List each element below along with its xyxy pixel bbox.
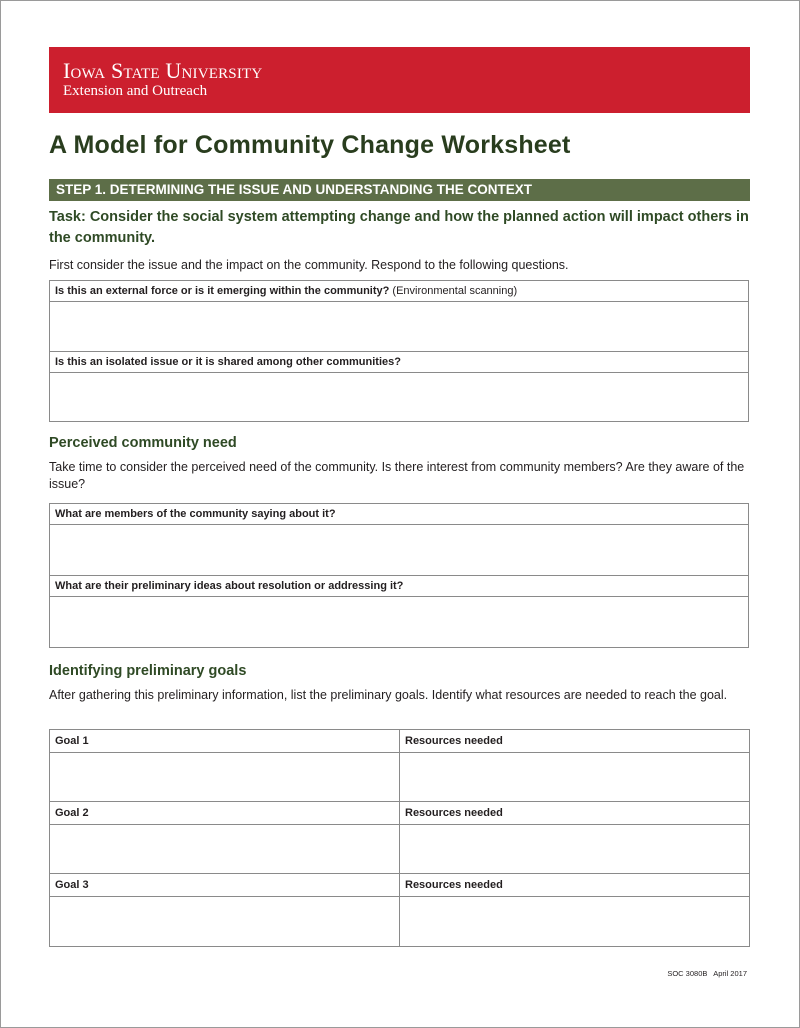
answer-field-isolated-issue[interactable] — [50, 373, 748, 421]
answer-field-external-force[interactable] — [50, 302, 748, 352]
step1-question-box — [49, 280, 749, 422]
step1-task: Task: Consider the social system attempting change and how the planned action will impact others in the community. — [49, 209, 749, 246]
perceived-need-question-box — [49, 503, 749, 648]
page-title: A Model for Community Change Worksheet — [49, 131, 571, 159]
question-text: Is this an isolated issue or it is shared among other communities? — [55, 356, 401, 368]
unit-name: Extension and Outreach — [63, 83, 208, 99]
answer-field-preliminary-ideas[interactable] — [50, 597, 748, 647]
resources-3-field[interactable] — [400, 897, 749, 946]
goals-intro: After gathering this preliminary information, list the preliminary goals. Identify what resources are needed to reach the goal. — [49, 688, 728, 702]
goal-header-row — [50, 874, 749, 897]
answer-field-members-saying[interactable] — [50, 525, 748, 576]
resources-label: Resources needed — [400, 730, 749, 753]
perceived-need-intro: Take time to consider the perceived need of the community. Is there interest from community members? Are they aware of the issue? — [49, 460, 745, 491]
question-text: What are members of the community saying about it? — [55, 508, 336, 520]
university-banner — [49, 47, 750, 113]
document-date: April 2017 — [713, 969, 747, 978]
step1-intro: First consider the issue and the impact on the community. Respond to the following questions. — [49, 258, 569, 272]
question-note: (Environmental scanning) — [392, 285, 518, 297]
step1-bar: STEP 1. DETERMINING THE ISSUE AND UNDERSTANDING THE CONTEXT — [49, 179, 750, 201]
goal-answer-row — [50, 825, 749, 874]
resources-2-field[interactable] — [400, 825, 749, 874]
goal-header-row — [50, 730, 749, 753]
document-footer — [621, 969, 747, 978]
question-label — [50, 352, 748, 373]
resources-1-field[interactable] — [400, 753, 749, 802]
perceived-need-heading: Perceived community need — [49, 435, 237, 451]
question-text: Is this an external force or is it emerging within the community? — [55, 285, 390, 297]
resources-label: Resources needed — [400, 874, 749, 897]
goals-heading: Identifying preliminary goals — [49, 663, 247, 679]
resources-label: Resources needed — [400, 802, 749, 825]
question-text: What are their preliminary ideas about resolution or addressing it? — [55, 580, 404, 592]
goal-2-field[interactable] — [50, 825, 400, 874]
question-label — [50, 504, 748, 525]
goal-1-field[interactable] — [50, 753, 400, 802]
goal-label: Goal 1 — [50, 730, 400, 753]
question-label — [50, 281, 748, 302]
goal-label: Goal 2 — [50, 802, 400, 825]
goal-answer-row — [50, 897, 749, 946]
goal-3-field[interactable] — [50, 897, 400, 946]
goals-table — [49, 729, 750, 947]
university-name: Iowa State University — [63, 58, 263, 83]
goal-header-row — [50, 802, 749, 825]
document-code: SOC 3080B — [667, 969, 708, 978]
goal-answer-row — [50, 753, 749, 802]
goal-label: Goal 3 — [50, 874, 400, 897]
question-label — [50, 576, 748, 597]
